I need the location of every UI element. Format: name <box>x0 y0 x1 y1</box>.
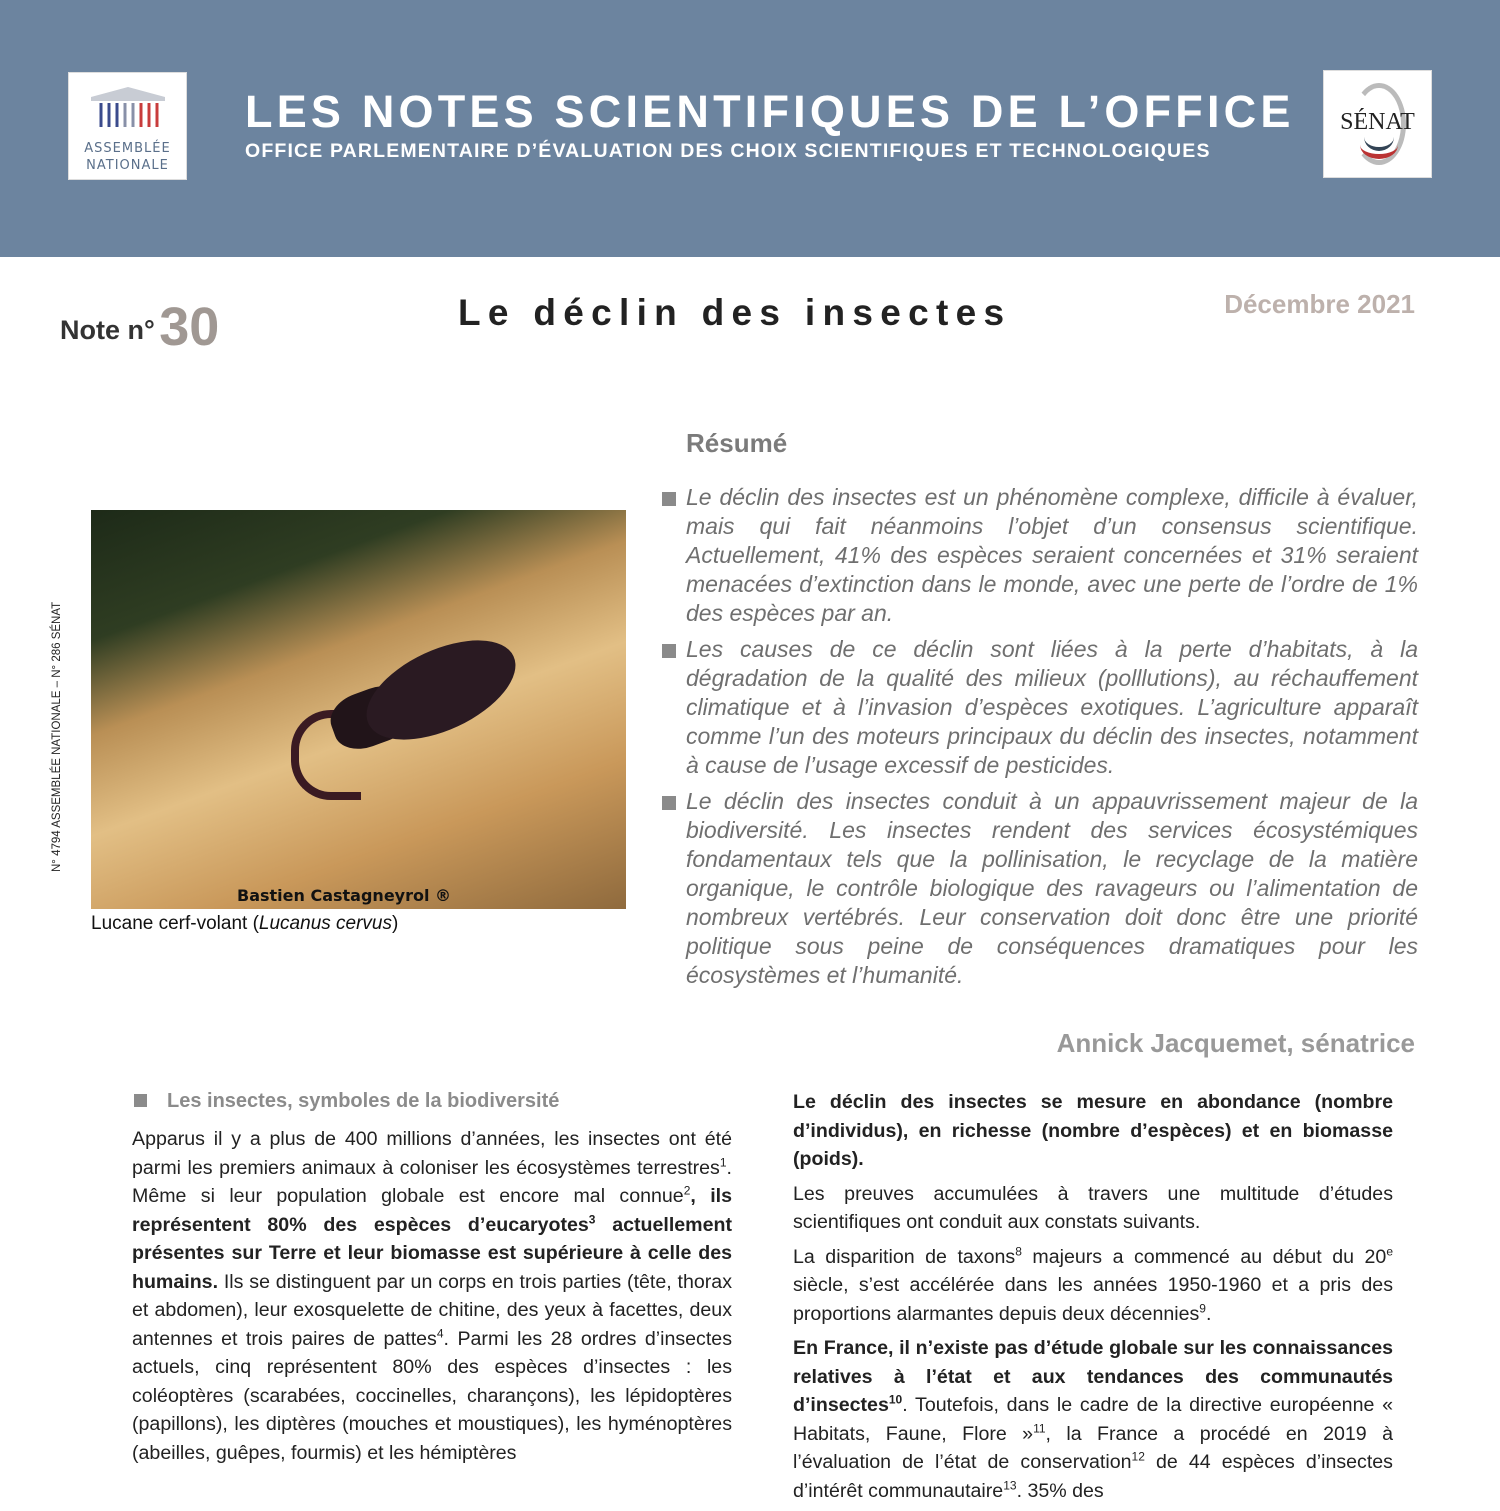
text-run: siècle, s’est accélérée dans les années 1950-1960 et a pris des proportions alarmantes depuis deux décennies <box>793 1274 1393 1325</box>
text-run: actuellement présentes sur Terre et leur biomasse est supérieure à celle des humains. <box>132 1213 732 1293</box>
text-run: En France, il n’existe pas d’étude globale sur les connaissances relatives à l’état et aux tendances des communautés d’insectes <box>793 1337 1393 1416</box>
text-run: . <box>1205 1302 1212 1325</box>
footnote-ref: 4 <box>436 1325 444 1340</box>
paragraph <box>793 1180 1393 1237</box>
paragraph <box>132 1125 732 1467</box>
footnote-ref: e <box>1386 1243 1393 1258</box>
paragraph <box>793 1243 1393 1329</box>
text-run: Apparus il y a plus de 400 millions d’années, les insectes ont été parmi les premiers animaux à coloniser les écosystèmes terrestres <box>132 1128 732 1179</box>
building-icon <box>87 85 169 129</box>
resume-list <box>662 483 1418 997</box>
text-run: . Parmi les 28 ordres d’insectes actuels, cinq représentent 80% des espèces d’insectes : les coléoptères (scarabées, coccinelles, charançons), les lépidoptères (papillons), les diptères (mouches et moustiques), les hyménoptères (abeilles, guêpes, fourmis) et les hémiptères <box>132 1327 732 1464</box>
series-title: LES NOTES SCIENTIFIQUES DE L’OFFICE <box>245 86 1295 137</box>
photo-caption: Lucane cerf-volant (Lucanus cervus) <box>91 913 399 934</box>
assemblee-nationale-logo: ASSEMBLÉE NATIONALE <box>68 72 187 180</box>
bullet-square-icon <box>134 1094 147 1107</box>
footnote-ref: 1 <box>719 1154 727 1169</box>
footnote-ref: 10 <box>888 1392 903 1407</box>
publication-date: Décembre 2021 <box>1224 289 1415 319</box>
text-run: . Même si leur population globale est encore mal connue <box>132 1156 732 1207</box>
right-column <box>793 1088 1393 1511</box>
left-column <box>132 1125 732 1473</box>
resume-item: Le déclin des insectes conduit à un appauvrissement majeur de la biodiversité. Les insectes rendent des services écosystémiques fondamentaux tels que la pollinisation, le recyclage de la matière organique, le contrôle biologique des ravageurs ou l’alimentation de nombreux vertébrés. Leur conservation doit donc être une priorité politique sous peine de conséquences dramatiques pour les écosystèmes et l’humanité. <box>662 787 1418 990</box>
resume-item: Le déclin des insectes est un phénomène complexe, difficile à évaluer, mais qui fait néanmoins l’objet d’un consensus scientifique. Actuellement, 41% des espèces seraient concernées et 31% seraient menacées d’extinction dans le monde, avec une perte de l’ordre de 1% des espèces par an. <box>662 483 1418 628</box>
footnote-ref: 8 <box>1015 1243 1022 1258</box>
text-run: Ils se distinguent par un corps en trois parties (tête, thorax et abdomen), leur exosquelette de chitine, des yeux à facettes, deux antennes et trois paires de pattes <box>132 1270 732 1350</box>
section-heading: Les insectes, symboles de la biodiversité <box>134 1090 559 1113</box>
stag-beetle-photo <box>91 510 626 909</box>
text-run: La disparition de taxons <box>793 1245 1016 1268</box>
document-title: Le déclin des insectes <box>458 292 1012 333</box>
series-subtitle: OFFICE PARLEMENTAIRE D’ÉVALUATION DES CHOIX SCIENTIFIQUES ET TECHNOLOGIQUES <box>245 140 1211 162</box>
footnote-ref: 9 <box>1199 1300 1206 1315</box>
text-run: de 44 espèces d’insectes d’intérêt communautaire <box>793 1451 1393 1502</box>
text-run: , ils représentent 80% des espèces d’eucaryotes <box>132 1185 732 1236</box>
footnote-ref: 3 <box>588 1211 596 1226</box>
text-run: majeurs a commencé au début du 20 <box>1021 1245 1387 1268</box>
footnote-ref: 12 <box>1131 1449 1145 1464</box>
paragraph <box>793 1334 1393 1505</box>
footnote-ref: 11 <box>1033 1420 1046 1435</box>
note-number: Note n° 30 <box>60 297 220 357</box>
text-run: . Toutefois, dans le cadre de la directive européenne « Habitats, Faune, Flore » <box>793 1394 1393 1445</box>
footnote-ref: 13 <box>1003 1477 1017 1492</box>
resume-heading: Résumé <box>686 428 788 458</box>
text-run: Les preuves accumulées à travers une multitude d’études scientifiques ont conduit aux constats suivants. <box>793 1182 1393 1233</box>
author: Annick Jacquemet, sénatrice <box>1056 1028 1415 1058</box>
document-reference: N° 4794 ASSEMBLÉE NATIONALE – N° 286 SÉNAT <box>51 601 63 872</box>
text-run: . 35% des <box>1016 1479 1104 1502</box>
paragraph <box>793 1088 1393 1174</box>
senat-logo: SÉNAT <box>1323 70 1432 178</box>
resume-item: Les causes de ce déclin sont liées à la perte d’habitats, à la dégradation de la qualité des milieux (polllutions), au réchauffement climatique et à l’invasion d’espèces exotiques. L’agriculture apparaît comme l’un des moteurs principaux du déclin des insectes, notamment à cause de l’usage excessif de pesticides. <box>662 635 1418 780</box>
text-run: , la France a procédé en 2019 à l’évaluation de l’état de conservation <box>793 1422 1393 1473</box>
text-run: Le déclin des insectes se mesure en abondance (nombre d’individus), en richesse (nombre d’espèces) et en biomasse (poids). <box>793 1091 1393 1170</box>
footnote-ref: 2 <box>683 1183 691 1198</box>
photo-credit: Bastien Castagneyrol ® <box>237 886 452 905</box>
